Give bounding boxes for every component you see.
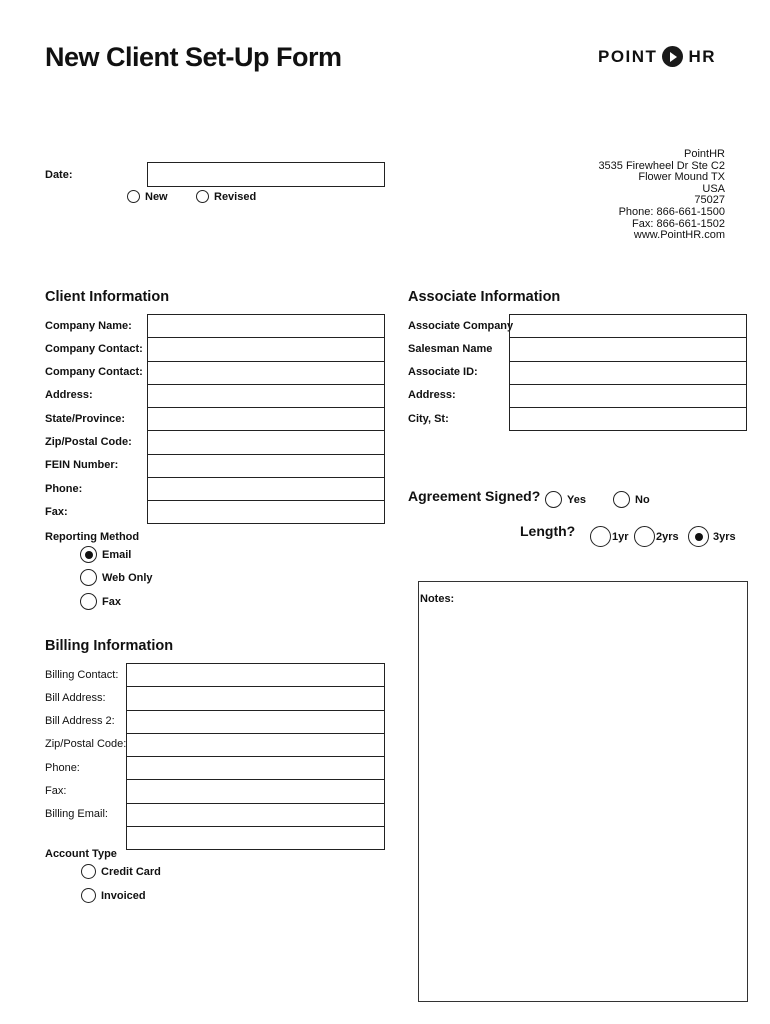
address-line: Phone: 866-661-1500 bbox=[618, 205, 725, 218]
radio-invoiced[interactable]: Invoiced bbox=[81, 888, 146, 903]
billing-phone-input[interactable] bbox=[127, 757, 384, 780]
field-label: Associate Company bbox=[408, 320, 514, 332]
associate-info-heading: Associate Information bbox=[408, 289, 561, 305]
agreement-signed-label: Agreement Signed? bbox=[408, 488, 541, 504]
reporting-method-label: Reporting Method bbox=[45, 531, 140, 543]
zip-postal-input[interactable] bbox=[148, 431, 384, 454]
radio-revised[interactable]: Revised bbox=[196, 190, 256, 203]
notes-label: Notes: bbox=[420, 593, 455, 605]
radio-circle-icon[interactable] bbox=[80, 593, 97, 610]
address-line: 75027 bbox=[694, 194, 725, 207]
field-label: Address: bbox=[45, 389, 93, 401]
field-label: FEIN Number: bbox=[45, 459, 119, 471]
field-label: Billing Email: bbox=[45, 808, 108, 820]
field-label: Phone: bbox=[45, 483, 83, 495]
field-label: Company Name: bbox=[45, 320, 132, 332]
billing-email-input[interactable] bbox=[127, 804, 384, 827]
bill-address-2-input[interactable] bbox=[127, 711, 384, 734]
date-label: Date: bbox=[45, 169, 73, 181]
radio-circle-icon[interactable] bbox=[545, 491, 562, 508]
radio-circle-icon[interactable] bbox=[613, 491, 630, 508]
play-arrow-icon bbox=[662, 46, 683, 67]
radio-circle-icon[interactable] bbox=[80, 569, 97, 586]
address-line: Fax: 866-661-1502 bbox=[632, 217, 725, 230]
notes-box[interactable] bbox=[418, 581, 748, 1002]
address-line: USA bbox=[702, 182, 725, 195]
radio-new[interactable]: New bbox=[127, 190, 168, 203]
address-line: Flower Mound TX bbox=[638, 171, 725, 184]
radio-circle-icon[interactable] bbox=[127, 190, 140, 203]
pointhr-logo bbox=[598, 46, 716, 67]
company-name-input[interactable] bbox=[148, 315, 384, 338]
account-type-label: Account Type bbox=[45, 848, 117, 860]
billing-extra-input[interactable] bbox=[127, 827, 384, 850]
associate-id-input[interactable] bbox=[510, 362, 746, 385]
company-contact-2-input[interactable] bbox=[148, 362, 384, 385]
radio-1yr[interactable]: 1yr bbox=[590, 526, 629, 547]
state-province-input[interactable] bbox=[148, 408, 384, 431]
radio-circle-icon[interactable] bbox=[81, 864, 96, 879]
billing-info-heading: Billing Information bbox=[45, 638, 174, 654]
logo-text-point: POINT bbox=[598, 46, 658, 66]
field-label: Fax: bbox=[45, 506, 68, 518]
client-info-fields bbox=[147, 314, 385, 524]
field-label: Associate ID: bbox=[408, 366, 478, 378]
date-input[interactable] bbox=[147, 162, 385, 187]
length-label: Length? bbox=[520, 523, 576, 539]
radio-no[interactable]: No bbox=[613, 491, 650, 508]
field-label: Bill Address: bbox=[45, 692, 106, 704]
logo-text-hr: HR bbox=[688, 46, 717, 66]
field-label: Billing Contact: bbox=[45, 669, 119, 681]
radio-2yrs[interactable]: 2yrs bbox=[634, 526, 679, 547]
billing-info-fields bbox=[126, 663, 385, 850]
associate-info-fields bbox=[509, 314, 747, 431]
field-label: City, St: bbox=[408, 413, 449, 425]
radio-fax[interactable]: Fax bbox=[80, 593, 121, 610]
radio-circle-icon[interactable] bbox=[590, 526, 611, 547]
radio-selected-icon[interactable] bbox=[80, 546, 97, 563]
billing-fax-input[interactable] bbox=[127, 780, 384, 803]
page-title: New Client Set-Up Form bbox=[45, 42, 342, 72]
field-label: State/Province: bbox=[45, 413, 126, 425]
field-label: Bill Address 2: bbox=[45, 715, 115, 727]
fax-input[interactable] bbox=[148, 501, 384, 524]
radio-3yrs[interactable]: 3yrs bbox=[688, 526, 736, 547]
address-line: 3535 Firewheel Dr Ste C2 bbox=[598, 159, 725, 172]
field-label: Address: bbox=[408, 389, 456, 401]
radio-credit-card[interactable]: Credit Card bbox=[81, 864, 161, 879]
field-label: Zip/Postal Code: bbox=[45, 436, 132, 448]
radio-email[interactable]: Email bbox=[80, 546, 131, 563]
company-contact-input[interactable] bbox=[148, 338, 384, 361]
radio-circle-icon[interactable] bbox=[196, 190, 209, 203]
radio-circle-icon[interactable] bbox=[634, 526, 655, 547]
field-label: Company Contact: bbox=[45, 343, 143, 355]
associate-company-input[interactable] bbox=[510, 315, 746, 338]
radio-web-only[interactable]: Web Only bbox=[80, 569, 153, 586]
radio-circle-icon[interactable] bbox=[81, 888, 96, 903]
radio-yes[interactable]: Yes bbox=[545, 491, 586, 508]
associate-address-input[interactable] bbox=[510, 385, 746, 408]
city-state-input[interactable] bbox=[510, 408, 746, 431]
address-line: www.PointHR.com bbox=[633, 229, 725, 242]
billing-contact-input[interactable] bbox=[127, 664, 384, 687]
address-line: PointHR bbox=[684, 148, 725, 160]
radio-selected-icon[interactable] bbox=[688, 526, 709, 547]
field-label: Zip/Postal Code: bbox=[45, 738, 127, 750]
field-label: Company Contact: bbox=[45, 366, 143, 378]
field-label: Phone: bbox=[45, 762, 80, 774]
fein-number-input[interactable] bbox=[148, 455, 384, 478]
billing-zip-input[interactable] bbox=[127, 734, 384, 757]
field-label: Salesman Name bbox=[408, 343, 493, 355]
company-address bbox=[560, 149, 725, 242]
bill-address-input[interactable] bbox=[127, 687, 384, 710]
address-input[interactable] bbox=[148, 385, 384, 408]
phone-input[interactable] bbox=[148, 478, 384, 501]
salesman-name-input[interactable] bbox=[510, 338, 746, 361]
field-label: Fax: bbox=[45, 785, 67, 797]
client-info-heading: Client Information bbox=[45, 289, 170, 305]
